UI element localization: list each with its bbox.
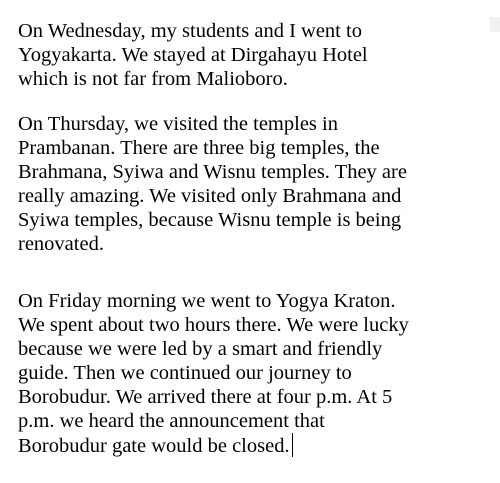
text-line: which is not far from Malioboro. xyxy=(18,68,288,90)
text-line: We spent about two hours there. We were lucky xyxy=(18,314,409,336)
text-line: Brahmana, Syiwa and Wisnu temples. They are xyxy=(18,161,407,183)
text-line: because we were led by a smart and friendly xyxy=(18,338,383,360)
paragraph-friday xyxy=(18,289,409,457)
text-line: Syiwa temples, because Wisnu temple is being xyxy=(18,209,402,231)
text-line: guide. Then we continued our journey to xyxy=(18,362,352,384)
text-cursor xyxy=(292,433,294,457)
text-line: really amazing. We visited only Brahmana and xyxy=(18,185,402,207)
text-line: On Friday morning we went to Yogya Kraton. xyxy=(18,290,396,312)
paragraph-thursday xyxy=(18,112,407,256)
text-line: p.m. we heard the announcement that xyxy=(18,410,325,432)
text-line: Prambanan. There are three big temples, the xyxy=(18,137,380,159)
text-line: renovated. xyxy=(18,233,104,255)
text-line: Yogyakarta. We stayed at Dirgahayu Hotel xyxy=(18,44,368,66)
text-line: On Wednesday, my students and I went to xyxy=(18,20,362,42)
paragraph-wednesday xyxy=(18,19,368,91)
text-line: Borobudur. We arrived there at four p.m. At 5 xyxy=(18,386,393,408)
text-line-content: Borobudur gate would be closed. xyxy=(18,435,290,457)
corner-mark xyxy=(490,17,500,32)
text-line: On Thursday, we visited the temples in xyxy=(18,113,338,135)
text-line-last xyxy=(18,433,409,457)
